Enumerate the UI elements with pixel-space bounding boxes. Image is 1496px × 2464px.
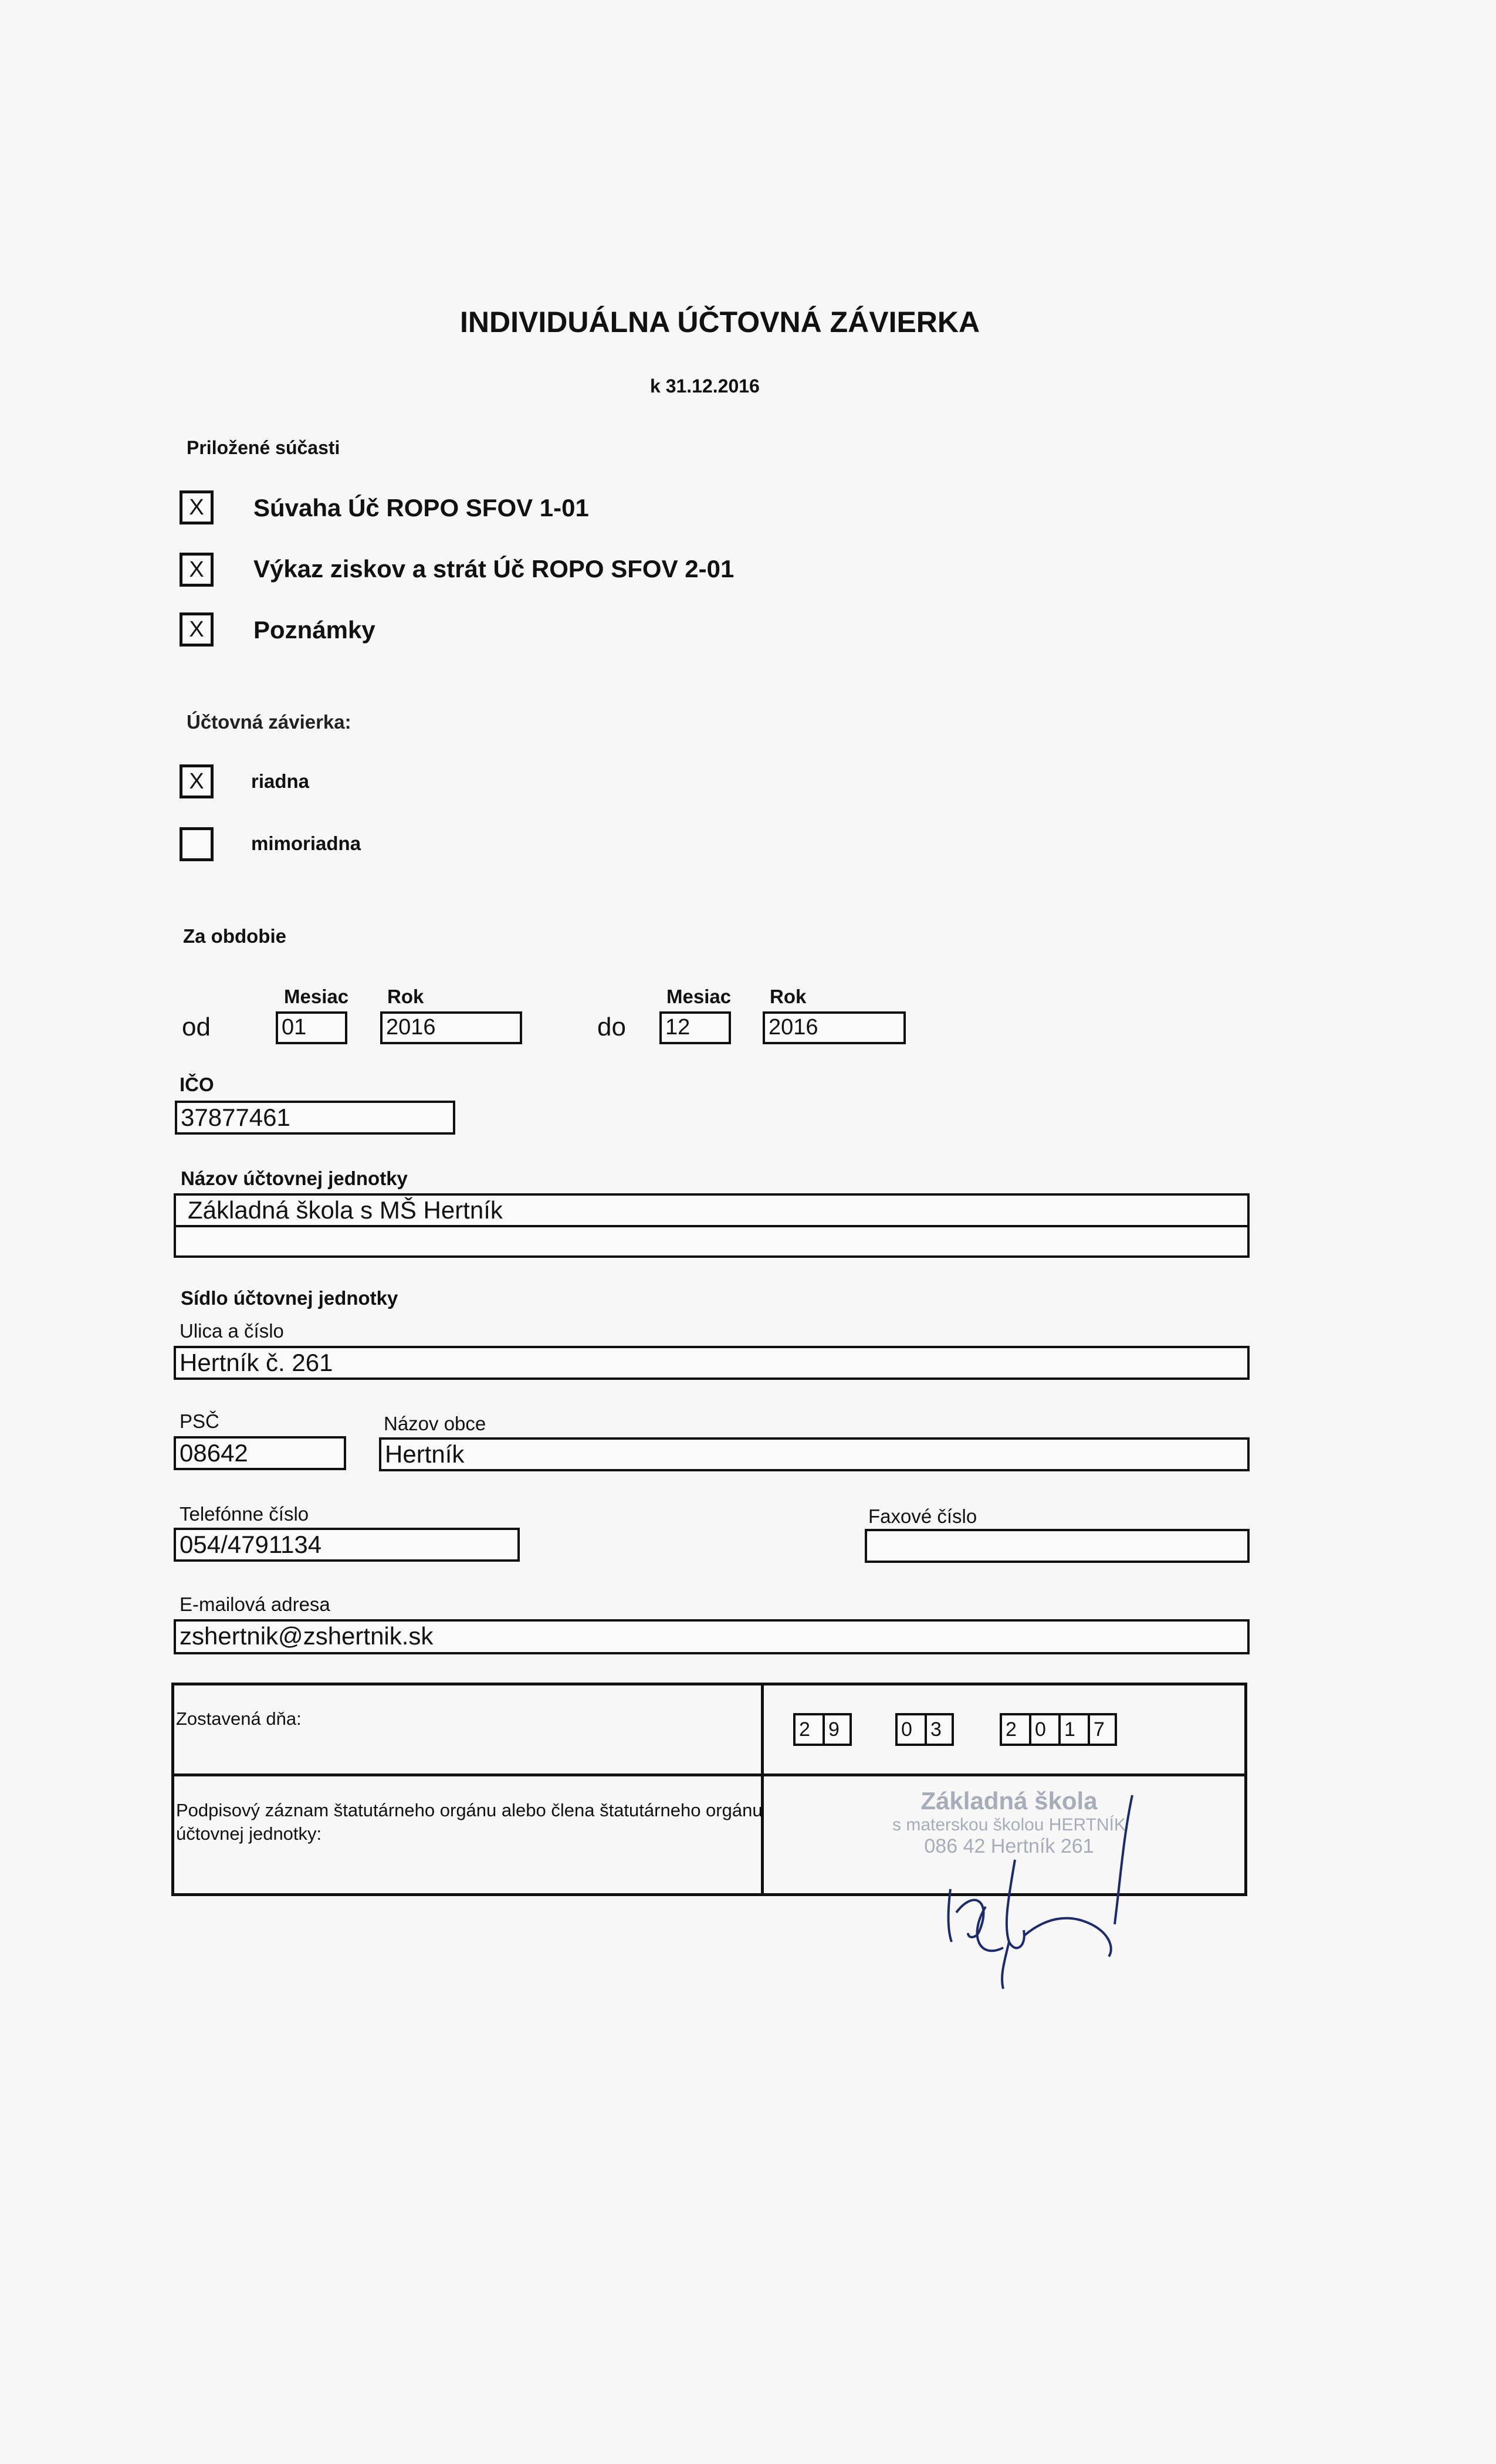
attachment-checkbox-notes[interactable]: X [180, 612, 214, 647]
psc-label: PSČ [180, 1410, 219, 1432]
compiled-year-digit-4[interactable]: 7 [1088, 1713, 1117, 1746]
period-to-label: do [597, 1013, 626, 1041]
unit-name-label: Názov účtovnej jednotky [181, 1167, 408, 1189]
stamp-line-1: Základná škola [920, 1787, 1098, 1815]
handwritten-signature [921, 1772, 1179, 1995]
email-field[interactable]: zshertnik@zshertnik.sk [174, 1619, 1250, 1654]
compiled-day-digit-2[interactable]: 9 [823, 1713, 852, 1746]
attachment-label-balance: Súvaha Úč ROPO SFOV 1-01 [253, 494, 589, 522]
unit-name-field-line2[interactable] [174, 1225, 1250, 1258]
unit-name-field-line1[interactable]: Základná škola s MŠ Hertník [174, 1193, 1250, 1227]
attachments-heading: Priložené súčasti [187, 437, 340, 458]
street-field[interactable]: Hertník č. 261 [174, 1346, 1250, 1380]
compiled-month-digit-2[interactable]: 3 [925, 1713, 954, 1746]
signature-label: Podpisový záznam štatutárneho orgánu alebo člena štatutárneho orgánu účtovnej jednotky: [176, 1800, 763, 1844]
town-label: Názov obce [384, 1413, 486, 1434]
stamp-line-3: 086 42 Hertník 261 [924, 1835, 1094, 1857]
from-month-field[interactable]: 01 [276, 1011, 347, 1044]
compiled-label: Zostavená dňa: [176, 1708, 302, 1729]
phone-field[interactable]: 054/4791134 [174, 1528, 520, 1562]
attachment-label-notes: Poznámky [253, 616, 375, 644]
to-year-label: Rok [770, 986, 807, 1007]
attachment-label-pnl: Výkaz ziskov a strát Úč ROPO SFOV 2-01 [253, 555, 735, 583]
closing-regular-checkbox[interactable]: X [180, 764, 214, 798]
town-field[interactable]: Hertník [379, 1437, 1250, 1471]
period-from-label: od [182, 1013, 211, 1041]
closing-extraordinary-label: mimoriadna [251, 832, 361, 854]
compiled-day-digit-1[interactable]: 2 [793, 1713, 823, 1746]
compiled-year-digit-3[interactable]: 1 [1058, 1713, 1088, 1746]
attachment-checkbox-pnl[interactable]: X [180, 553, 214, 587]
compiled-year-digit-1[interactable]: 2 [1000, 1713, 1029, 1746]
email-label: E-mailová adresa [180, 1593, 330, 1615]
compiled-year-digit-2[interactable]: 0 [1029, 1713, 1058, 1746]
ico-label: IČO [180, 1074, 214, 1095]
seat-heading: Sídlo účtovnej jednotky [181, 1287, 398, 1309]
from-year-label: Rok [387, 986, 424, 1007]
to-month-label: Mesiac [666, 986, 732, 1007]
fax-label: Faxové číslo [868, 1505, 977, 1527]
closing-extraordinary-checkbox[interactable] [180, 827, 214, 861]
compiled-month-digit-1[interactable]: 0 [895, 1713, 925, 1746]
closing-type-heading: Účtovná závierka: [187, 711, 351, 733]
from-year-field[interactable]: 2016 [380, 1011, 522, 1044]
period-heading: Za obdobie [183, 925, 286, 947]
table-vertical-divider [761, 1685, 764, 1893]
closing-regular-label: riadna [251, 770, 310, 792]
from-month-label: Mesiac [284, 986, 349, 1007]
ico-field[interactable]: 37877461 [175, 1101, 455, 1135]
stamp-line-2: s materskou školou HERTNÍK [892, 1815, 1126, 1835]
phone-label: Telefónne číslo [180, 1503, 309, 1525]
to-year-field[interactable]: 2016 [763, 1011, 906, 1044]
to-month-field[interactable]: 12 [659, 1011, 731, 1044]
as-of-date: k 31.12.2016 [650, 375, 760, 397]
street-label: Ulica a číslo [180, 1320, 284, 1342]
document-title: INDIVIDUÁLNA ÚČTOVNÁ ZÁVIERKA [460, 306, 980, 339]
fax-field[interactable] [865, 1529, 1250, 1563]
attachment-checkbox-balance[interactable]: X [180, 490, 214, 524]
psc-field[interactable]: 08642 [174, 1436, 346, 1470]
